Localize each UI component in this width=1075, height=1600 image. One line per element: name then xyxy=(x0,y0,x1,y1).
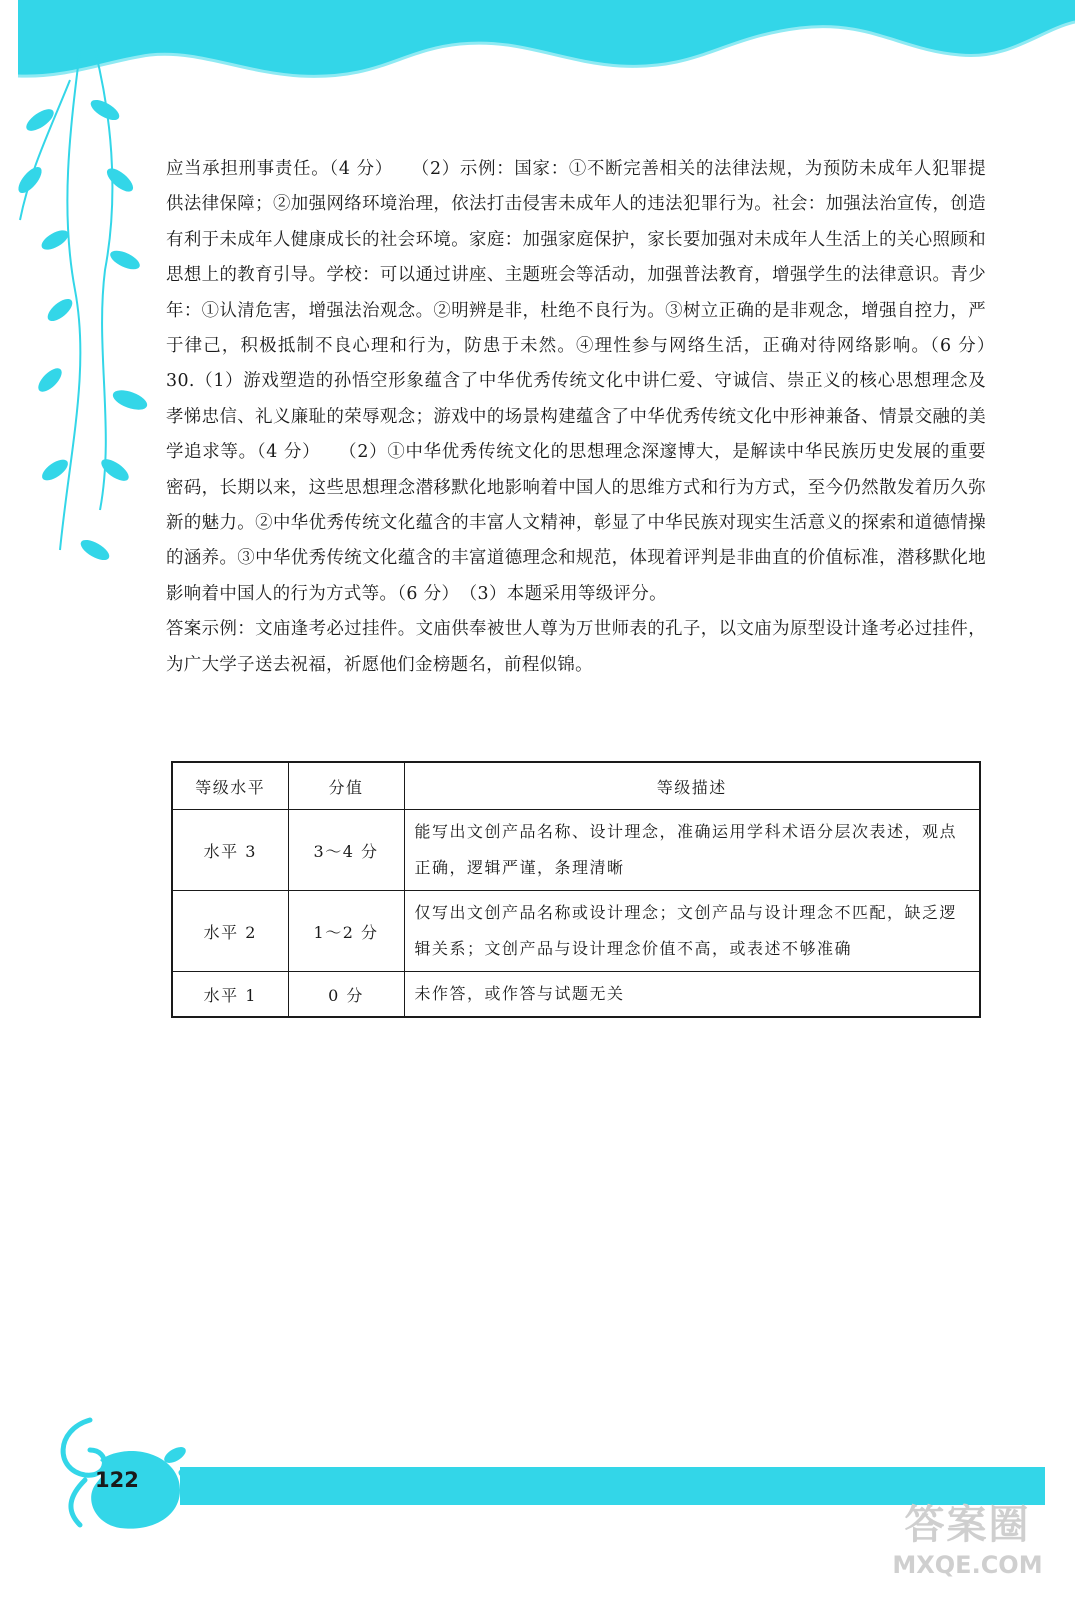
level-cell: 水平 3 xyxy=(172,810,288,891)
table-row xyxy=(172,972,980,1018)
score-cell: 3～4 分 xyxy=(288,810,404,891)
vine-decoration xyxy=(0,50,170,570)
watermark xyxy=(880,1500,1055,1595)
answer-text xyxy=(166,152,1004,683)
score-cell: 1～2 分 xyxy=(288,891,404,972)
page-number: 122 xyxy=(95,1468,139,1492)
level-cell: 水平 2 xyxy=(172,891,288,972)
answer-example: 答案示例：文庙逢考必过挂件。文庙供奉被世人尊为万世师表的孔子，以文庙为原型设计逢考必过挂件，为广大学子送去祝福，祈愿他们金榜题名，前程似锦。 xyxy=(166,619,986,675)
description-cell: 未作答，或作答与试题无关 xyxy=(404,972,980,1018)
description-cell: 仅写出文创产品名称或设计理念；文创产品与设计理念不匹配，缺乏逻辑关系；文创产品与设计理念价值不高，或表述不够准确 xyxy=(404,891,980,972)
table-row xyxy=(172,810,980,891)
table-header-row xyxy=(172,762,980,810)
watermark-url: MXQE.COM xyxy=(892,1551,1043,1579)
header-level: 等级水平 xyxy=(172,762,288,810)
answer-paragraph: 应当承担刑事责任。（4 分） （2）示例：国家：①不断完善相关的法律法规，为预防未成年人犯罪提供法律保障；②加强网络环境治理，依法打击侵害未成年人的违法犯罪行为。社会：加强法治宣传，创造有利于未成年人健康成长的社会环境。家庭：加强家庭保护，家长要加强对未成年人生活上的关心照顾和思想上的教育引导。学校：可以通过讲座、主题班会等活动，加强普法教育，增强学生的法律意识。青少年：①认清危害，增强法治观念。②明辨是非，杜绝不良行为。③树立正确的是非观念，增强自控力，严于律己，积极抵制不良心理和行为，防患于未然。④理性参与网络生活，正确对待网络影响。（6 分） 30.（1）游戏塑造的孙悟空形象蕴含了中华优秀传统文化中讲仁爱、守诚信、崇正义的核心思想理念及孝悌忠信、礼义廉耻的荣辱观念；游戏中的场景构建蕴含了中华优秀传统文化中形神兼备、情景交融的美学追求等。（4 分） （2）①中华优秀传统文化的思想理念深邃博大，是解读中华民族历史发展的重要密码，长期以来，这些思想理念潜移默化地影响着中国人的思维方式和行为方式，至今仍然散发着历久弥新的魅力。②中华优秀传统文化蕴含的丰富人文精神，彰显了中华民族对现实生活意义的探索和道德情操的涵养。③中华优秀传统文化蕴含的丰富道德理念和规范，体现着评判是非曲直的价值标准，潜移默化地影响着中国人的行为方式等。（6 分） （3）本题采用等级评分。 xyxy=(166,159,1004,604)
description-cell: 能写出文创产品名称、设计理念，准确运用学科术语分层次表述，观点正确，逻辑严谨，条理清晰 xyxy=(404,810,980,891)
grading-table xyxy=(171,761,981,1018)
table-row xyxy=(172,891,980,972)
header-score: 分值 xyxy=(288,762,404,810)
score-cell: 0 分 xyxy=(288,972,404,1018)
header-description: 等级描述 xyxy=(404,762,980,810)
level-cell: 水平 1 xyxy=(172,972,288,1018)
watermark-logo: 答案圈 xyxy=(904,1502,1031,1548)
